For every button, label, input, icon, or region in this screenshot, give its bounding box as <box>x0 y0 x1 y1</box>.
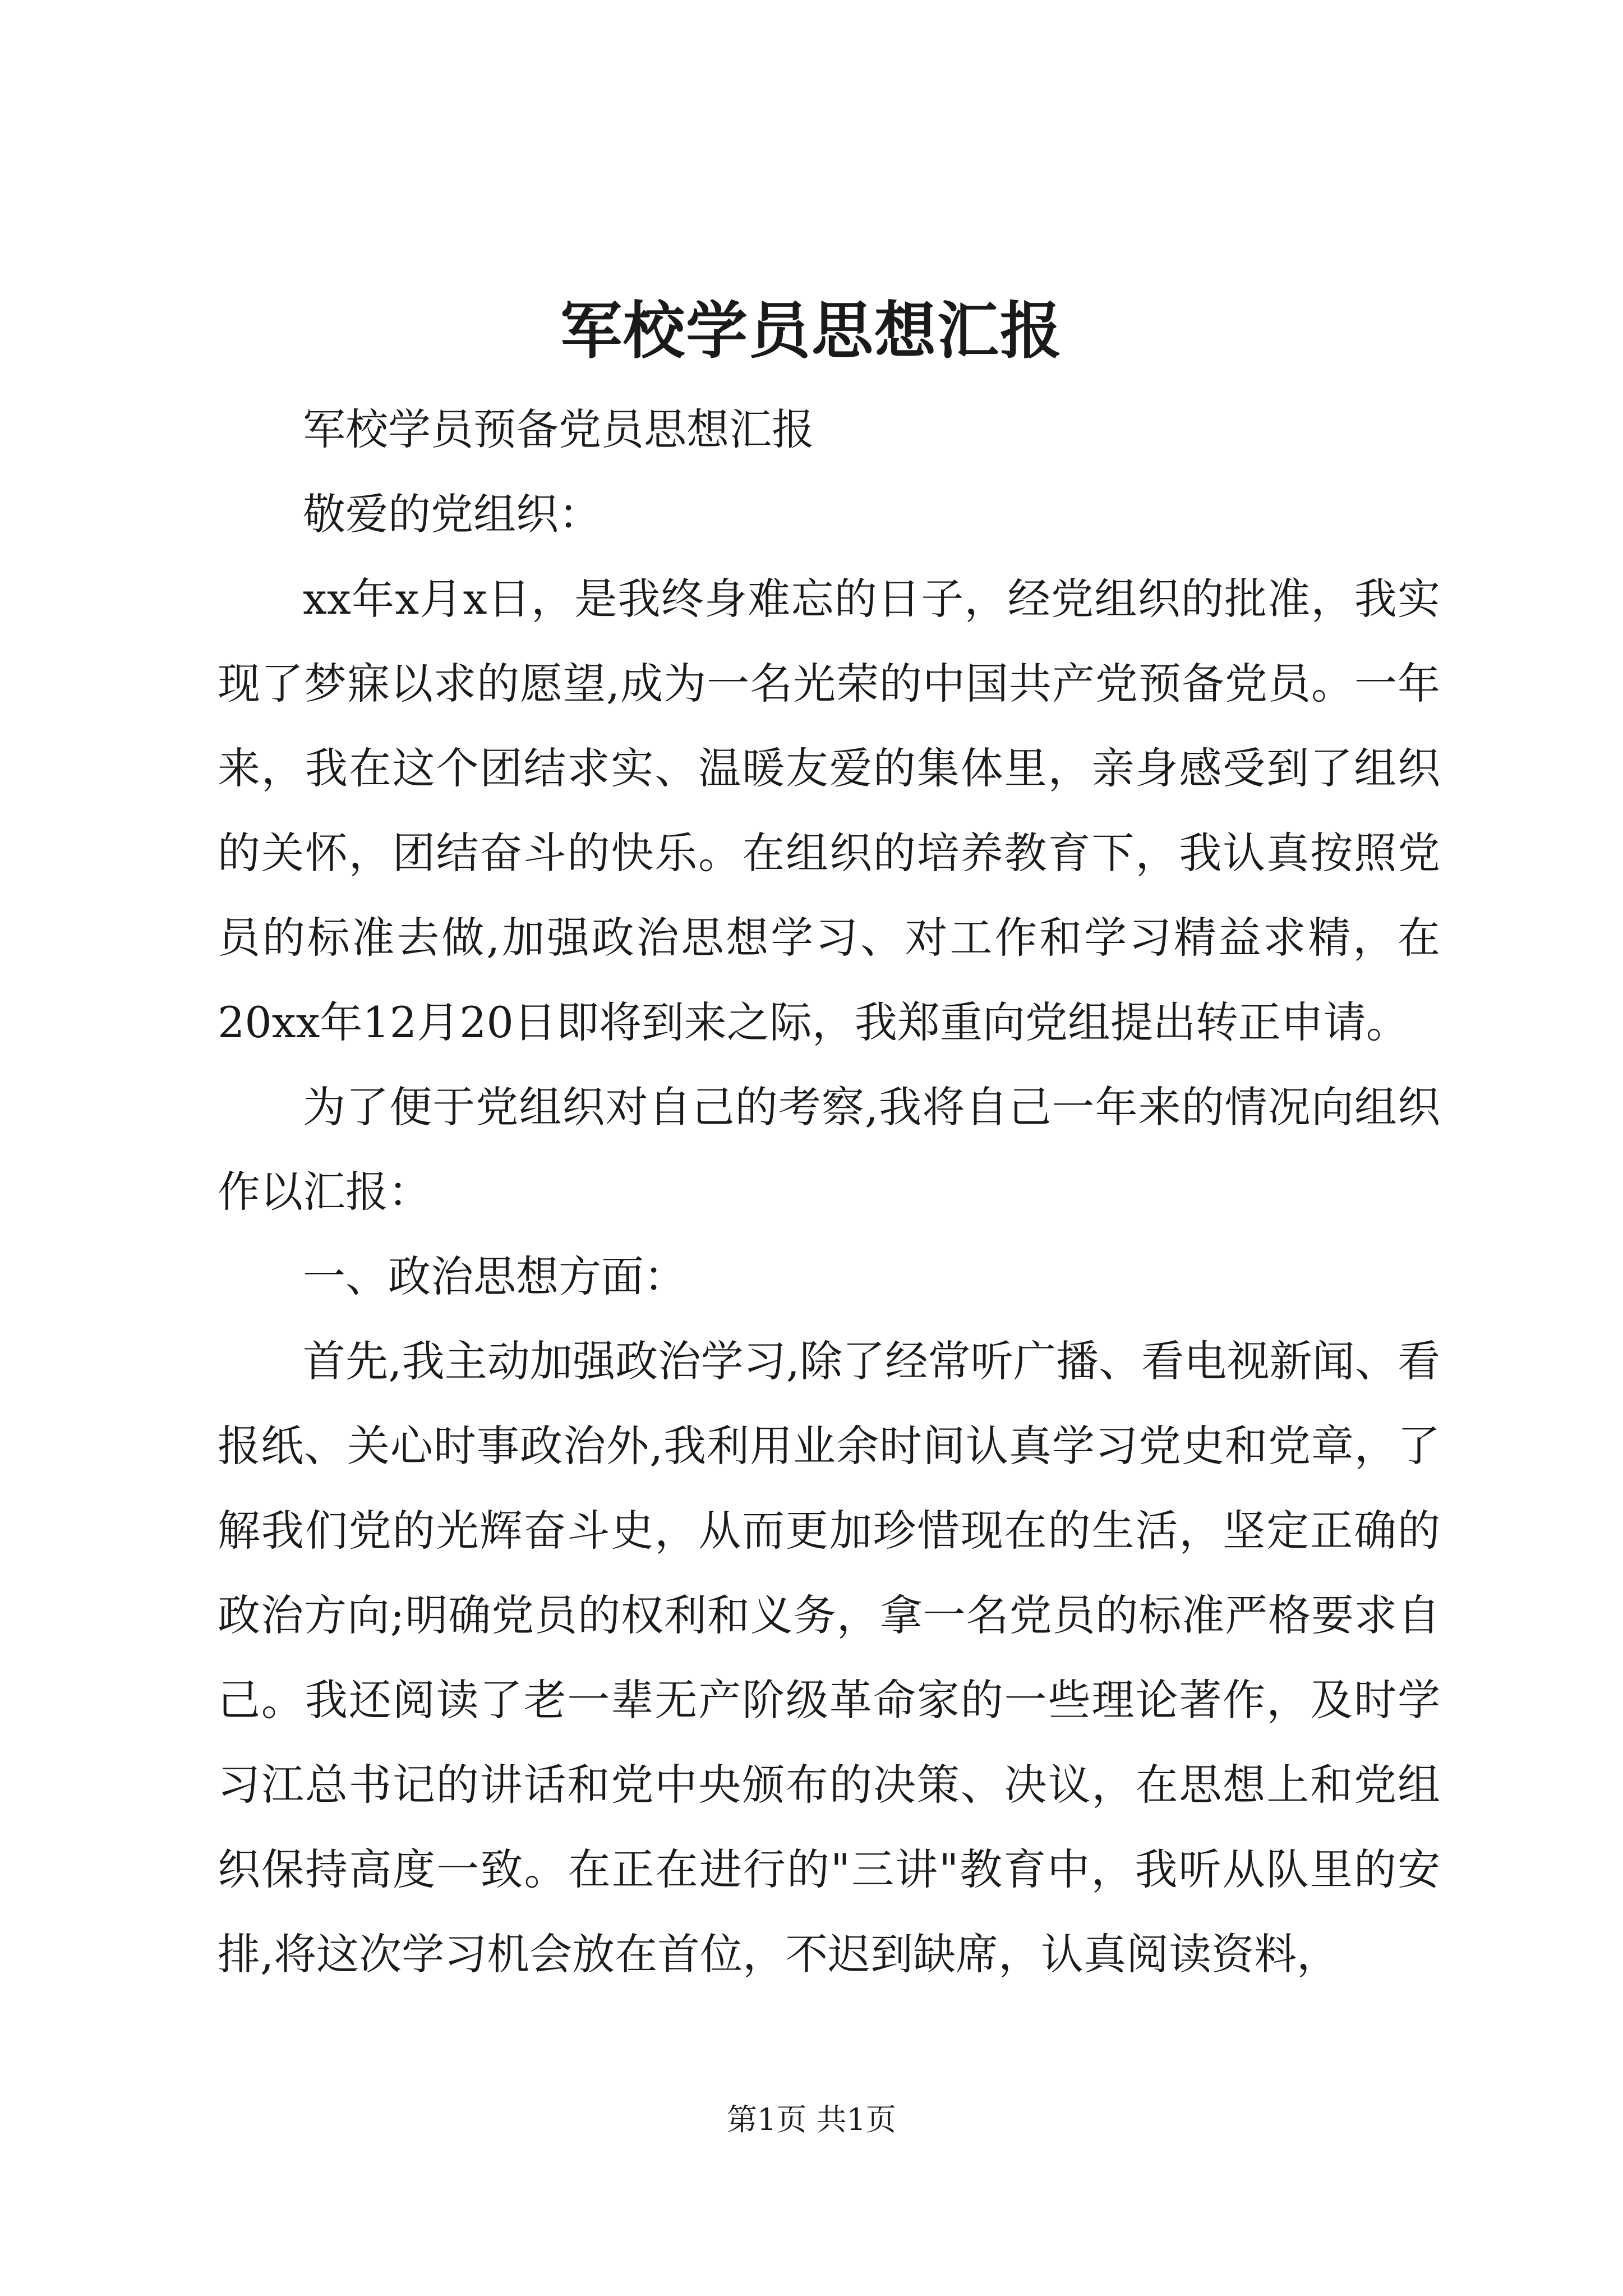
section-heading: 一、政治思想方面： <box>303 1251 686 1301</box>
body-paragraph: xx年x月x日，是我终身难忘的日子，经党组织的批准，我实现了梦寐以求的愿望,成为一名光荣的中国共产党预备党员。一年来，我在这个团结求实、温暖友爱的集体里，亲身感受到了组织的关怀，团结奋斗的快乐。在组织的培养教育下，我认真按照党员的标准去做,加强政治思想学习、对工作和学习精益求精，在20xx年12月20日即将到来之际，我郑重向党组提出转正申请。 <box>218 574 1440 1047</box>
page-footer: 第1页 共1页 <box>727 2102 896 2137</box>
document-body <box>218 387 1440 1996</box>
body-paragraph: 为了便于党组织对自己的考察,我将自己一年来的情况向组织作以汇报： <box>218 1082 1440 1217</box>
document-title: 军校学员思想汇报 <box>560 295 1063 367</box>
subtitle-paragraph: 军校学员预备党员思想汇报 <box>303 404 814 454</box>
salutation-paragraph: 敬爱的党组织： <box>303 489 601 539</box>
body-paragraph: 首先,我主动加强政治学习,除了经常听广播、看电视新闻、看报纸、关心时事政治外,我利用业余时间认真学习党史和党章，了解我们党的光辉奋斗史，从而更加珍惜现在的生活，坚定正确的政治方向;明确党员的权利和义务，拿一名党员的标准严格要求自己。我还阅读了老一辈无产阶级革命家的一些理论著作，及时学习江总书记的讲话和党中央颁布的决策、决议，在思想上和党组织保持高度一致。在正在进行的"三讲"教育中，我听从队里的安排,将这次学习机会放在首位，不迟到缺席，认真阅读资料， <box>218 1336 1440 1979</box>
